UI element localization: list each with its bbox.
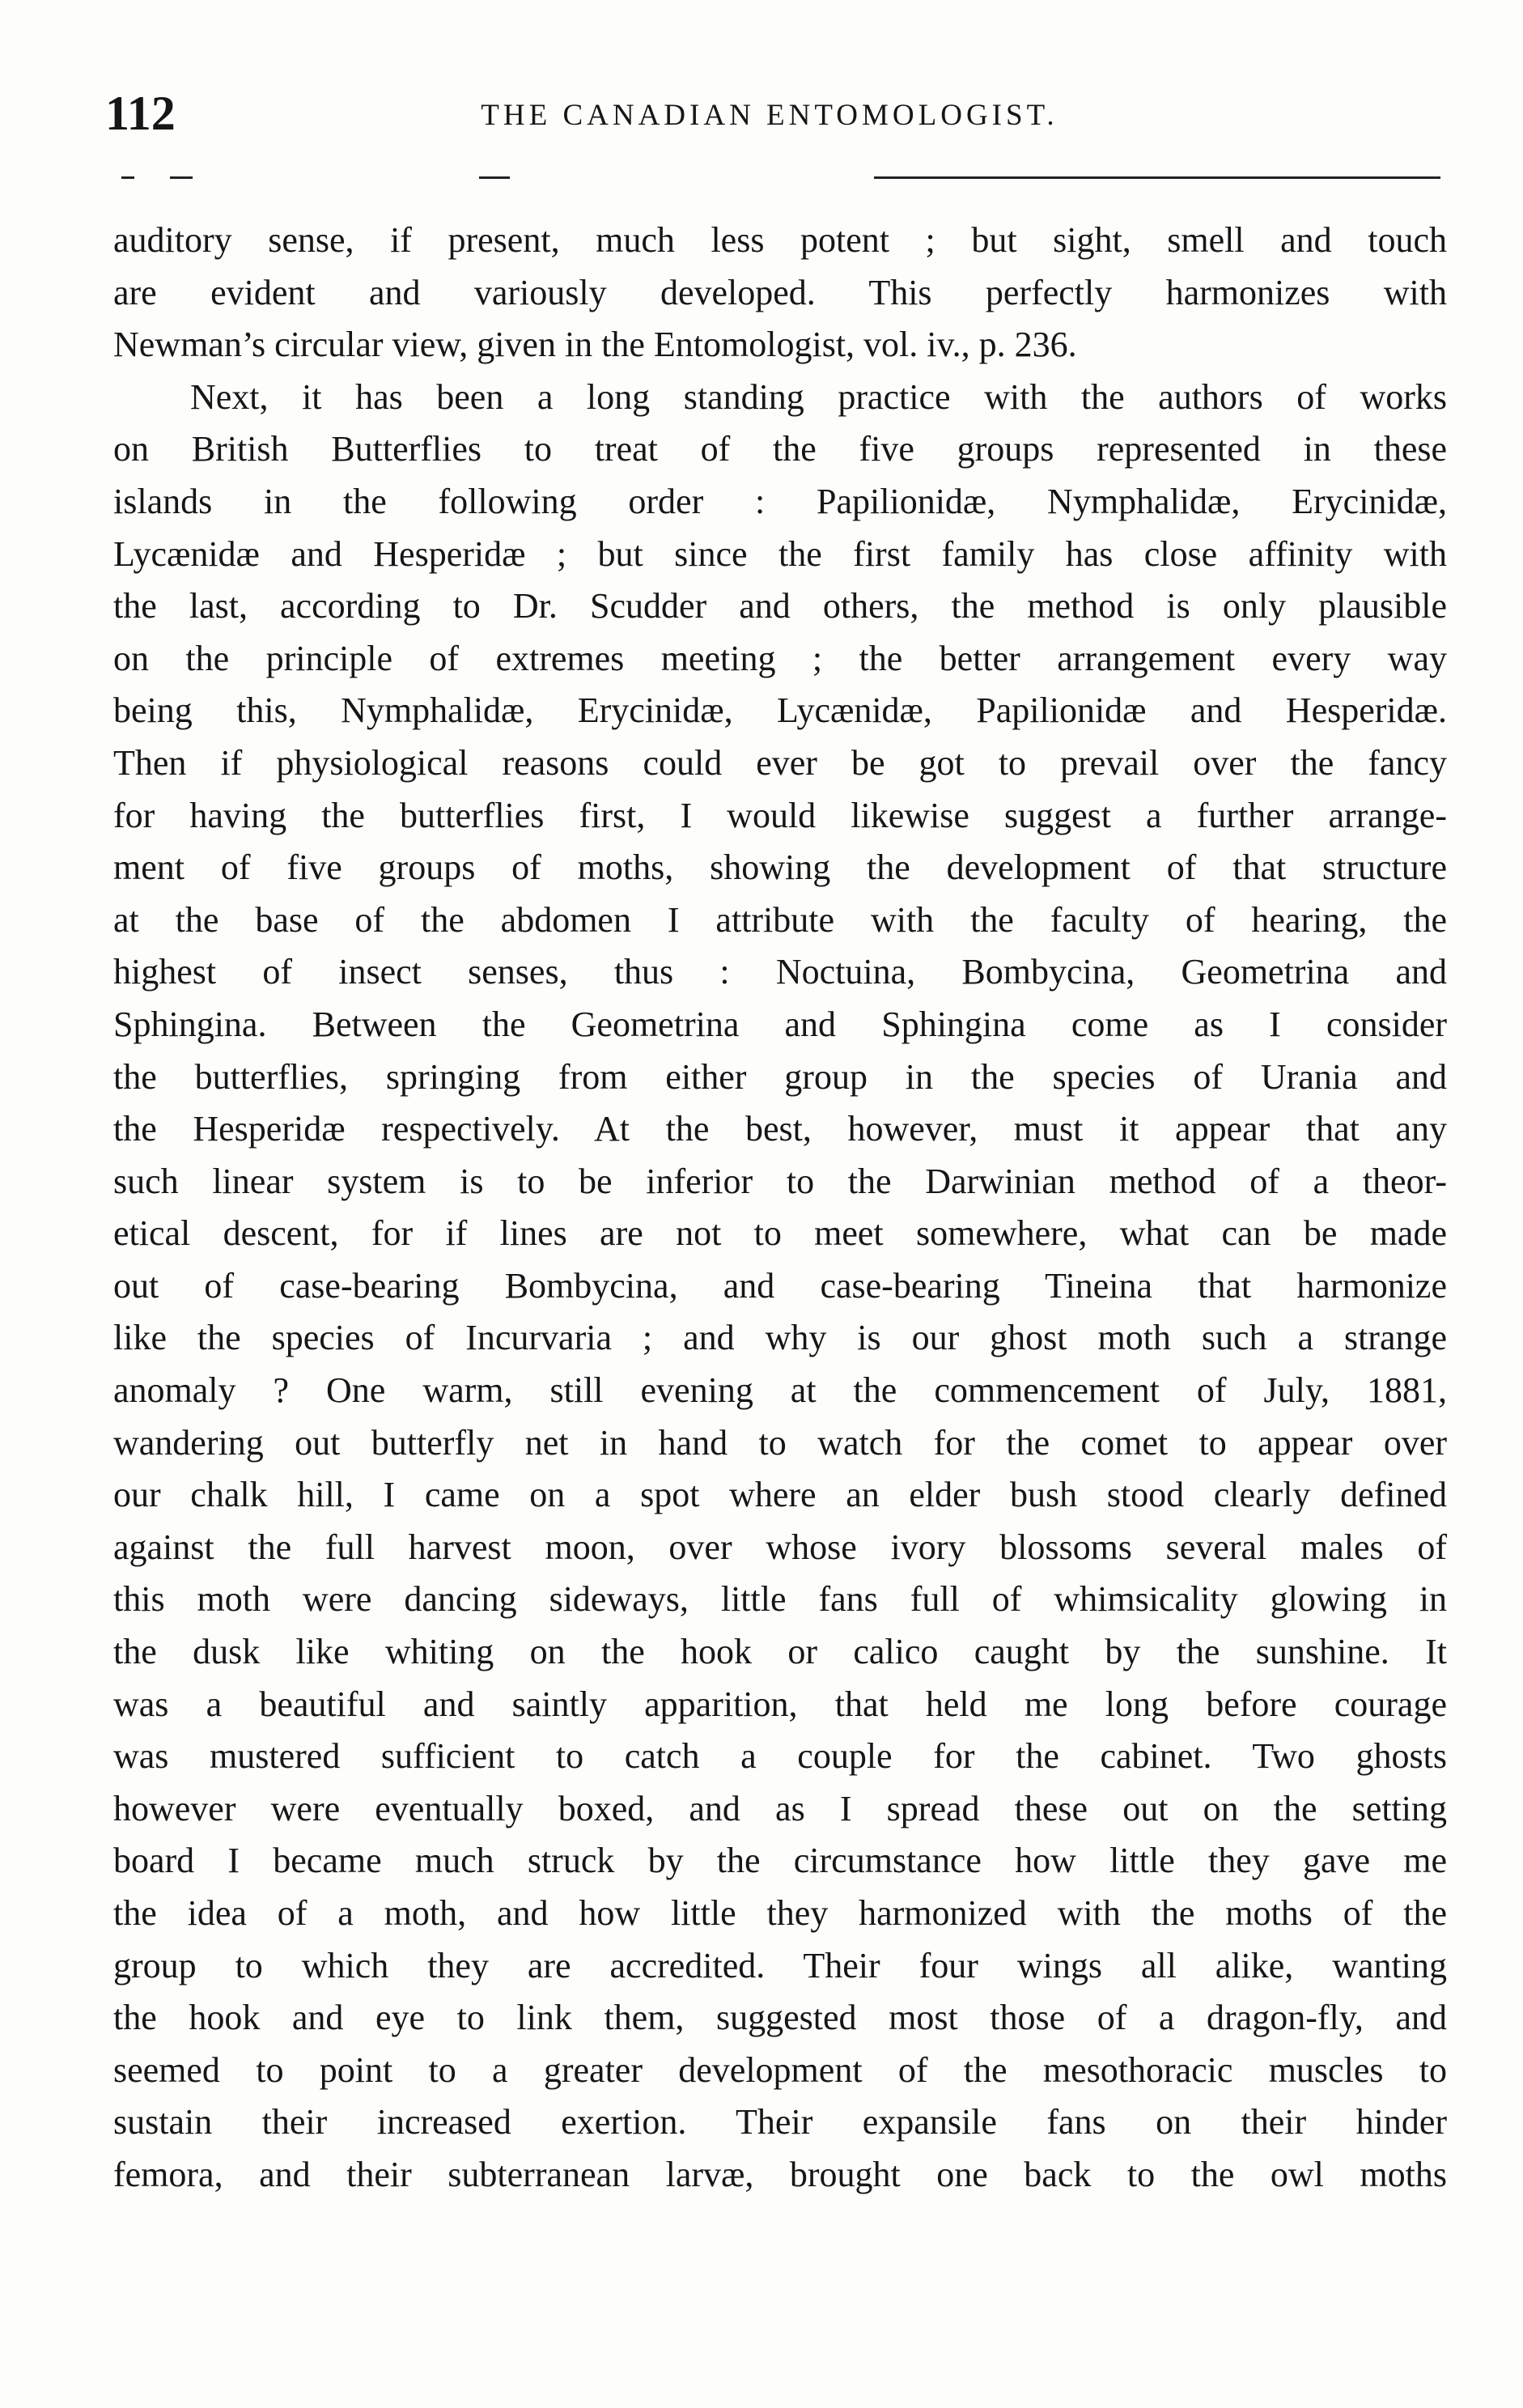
text-line: the idea of a moth, and how little they harmonized with the moths of the bbox=[113, 1893, 1447, 1933]
text-line: Then if physiological reasons could ever be got to prevail over the fancy bbox=[113, 742, 1447, 783]
text-line: wandering out butterfly net in hand to watch for the comet to appear over bbox=[113, 1422, 1447, 1463]
text-line: the Hesperidæ respectively. At the best, however, must it appear that any bbox=[113, 1109, 1447, 1149]
text-line: sustain their increased exertion. Their expansile fans on their hinder bbox=[113, 2102, 1447, 2143]
text-line: the butterflies, springing from either group in the species of Urania and bbox=[113, 1056, 1447, 1097]
text-line: like the species of Incurvaria ; and why is our ghost moth such a strange bbox=[113, 1318, 1447, 1358]
text-line: are evident and variously developed. This perfectly harmonizes with bbox=[113, 272, 1447, 312]
text-line: group to which they are accredited. Their four wings all alike, wanting bbox=[113, 1945, 1447, 1985]
text-line: our chalk hill, I came on a spot where an elder bush stood clearly defined bbox=[113, 1475, 1447, 1515]
text-line: against the full harvest moon, over whose ivory blossoms several males of bbox=[113, 1527, 1447, 1567]
text-line: seemed to point to a greater development of the mesothoracic muscles to bbox=[113, 2049, 1447, 2090]
page-header bbox=[105, 81, 1434, 146]
text-line: the dusk like whiting on the hook or calico caught by the sunshine. It bbox=[113, 1632, 1447, 1672]
body-text bbox=[113, 214, 1447, 2202]
text-line: Newman’s circular view, given in the Entomologist, vol. iv., p. 236. bbox=[113, 325, 1077, 365]
text-line: on the principle of extremes meeting ; the better arrangement every way bbox=[113, 638, 1447, 678]
text-line: on British Butterflies to treat of the five groups represented in these bbox=[113, 429, 1447, 469]
running-title: THE CANADIAN ENTOMOLOGIST. bbox=[481, 99, 1058, 132]
text-line: auditory sense, if present, much less potent ; but sight, smell and touch bbox=[113, 220, 1447, 260]
header-rule bbox=[479, 176, 510, 179]
text-line: at the base of the abdomen I attribute with the faculty of hearing, the bbox=[113, 899, 1447, 940]
text-line: etical descent, for if lines are not to meet somewhere, what can be made bbox=[113, 1213, 1447, 1254]
text-line: board I became much struck by the circumstance how little they gave me bbox=[113, 1841, 1447, 1881]
text-line: however were eventually boxed, and as I spread these out on the setting bbox=[113, 1788, 1447, 1828]
text-line: Next, it has been a long standing practice with the authors of works bbox=[190, 376, 1447, 417]
text-line: islands in the following order : Papilionidæ, Nymphalidæ, Erycinidæ, bbox=[113, 481, 1447, 521]
text-line: highest of insect senses, thus : Noctuina, Bombycina, Geometrina and bbox=[113, 952, 1447, 992]
text-line: this moth were dancing sideways, little fans full of whimsicality glowing in bbox=[113, 1579, 1447, 1620]
text-line: was a beautiful and saintly apparition, that held me long before courage bbox=[113, 1684, 1447, 1724]
text-line: being this, Nymphalidæ, Erycinidæ, Lycænidæ, Papilionidæ and Hesperidæ. bbox=[113, 690, 1447, 731]
header-rule bbox=[874, 176, 1440, 179]
text-line: was mustered sufficient to catch a couple for the cabinet. Two ghosts bbox=[113, 1736, 1447, 1777]
text-line: the last, according to Dr. Scudder and others, the method is only plausible bbox=[113, 586, 1447, 626]
text-line: such linear system is to be inferior to the Darwinian method of a theor- bbox=[113, 1161, 1447, 1201]
text-line: Lycænidæ and Hesperidæ ; but since the first family has close affinity with bbox=[113, 533, 1447, 574]
header-rule bbox=[121, 176, 134, 179]
text-line: out of case-bearing Bombycina, and case-bearing Tineina that harmonize bbox=[113, 1265, 1447, 1306]
text-line: femora, and their subterranean larvæ, brought one back to the owl moths bbox=[113, 2154, 1447, 2194]
text-line: Sphingina. Between the Geometrina and Sphingina come as I consider bbox=[113, 1004, 1447, 1044]
page-number: 112 bbox=[105, 87, 176, 140]
header-rule bbox=[170, 176, 193, 179]
text-line: ment of five groups of moths, showing the development of that structure bbox=[113, 847, 1447, 888]
text-line: for having the butterflies first, I would likewise suggest a further arrange- bbox=[113, 795, 1447, 835]
text-line: the hook and eye to link them, suggested most those of a dragon-fly, and bbox=[113, 1998, 1447, 2038]
text-line: anomaly ? One warm, still evening at the commencement of July, 1881, bbox=[113, 1370, 1447, 1411]
